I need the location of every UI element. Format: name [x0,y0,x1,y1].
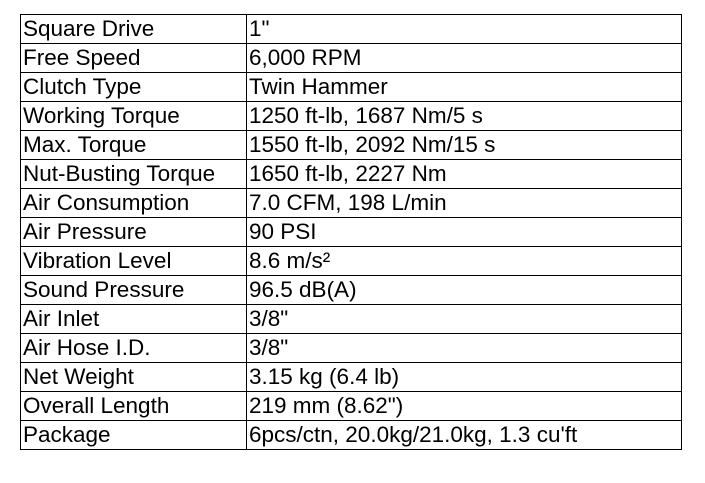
spec-row-nut-busting-torque [21,160,682,189]
spec-row-vibration-level [21,247,682,276]
spec-label: Square Drive [21,15,247,44]
spec-label: Air Hose I.D. [21,334,247,363]
spec-value: 3/8" [247,334,682,363]
spec-row-max-torque [21,131,682,160]
spec-label: Net Weight [21,363,247,392]
spec-label: Package [21,421,247,450]
spec-value: 6pcs/ctn, 20.0kg/21.0kg, 1.3 cu'ft [247,421,682,450]
spec-row-air-consumption [21,189,682,218]
spec-value: 90 PSI [247,218,682,247]
spec-label: Max. Torque [21,131,247,160]
spec-label: Sound Pressure [21,276,247,305]
spec-value: 1650 ft-lb, 2227 Nm [247,160,682,189]
spec-label: Vibration Level [21,247,247,276]
spec-value: 96.5 dB(A) [247,276,682,305]
spec-label: Air Consumption [21,189,247,218]
spec-row-air-hose-id [21,334,682,363]
spec-table [20,14,682,450]
spec-value: 1250 ft-lb, 1687 Nm/5 s [247,102,682,131]
spec-row-package [21,421,682,450]
spec-value: 7.0 CFM, 198 L/min [247,189,682,218]
spec-row-overall-length [21,392,682,421]
spec-label: Air Inlet [21,305,247,334]
spec-row-sound-pressure [21,276,682,305]
spec-row-working-torque [21,102,682,131]
spec-value: 219 mm (8.62") [247,392,682,421]
spec-row-air-inlet [21,305,682,334]
spec-row-free-speed [21,44,682,73]
spec-value: 6,000 RPM [247,44,682,73]
spec-label: Clutch Type [21,73,247,102]
spec-label: Air Pressure [21,218,247,247]
spec-label: Nut-Busting Torque [21,160,247,189]
spec-value: Twin Hammer [247,73,682,102]
spec-row-net-weight [21,363,682,392]
spec-row-air-pressure [21,218,682,247]
spec-row-clutch-type [21,73,682,102]
spec-value: 3.15 kg (6.4 lb) [247,363,682,392]
spec-row-square-drive [21,15,682,44]
spec-value: 1" [247,15,682,44]
spec-label: Free Speed [21,44,247,73]
spec-value: 3/8" [247,305,682,334]
spec-label: Working Torque [21,102,247,131]
spec-label: Overall Length [21,392,247,421]
spec-value: 1550 ft-lb, 2092 Nm/15 s [247,131,682,160]
spec-value: 8.6 m/s² [247,247,682,276]
